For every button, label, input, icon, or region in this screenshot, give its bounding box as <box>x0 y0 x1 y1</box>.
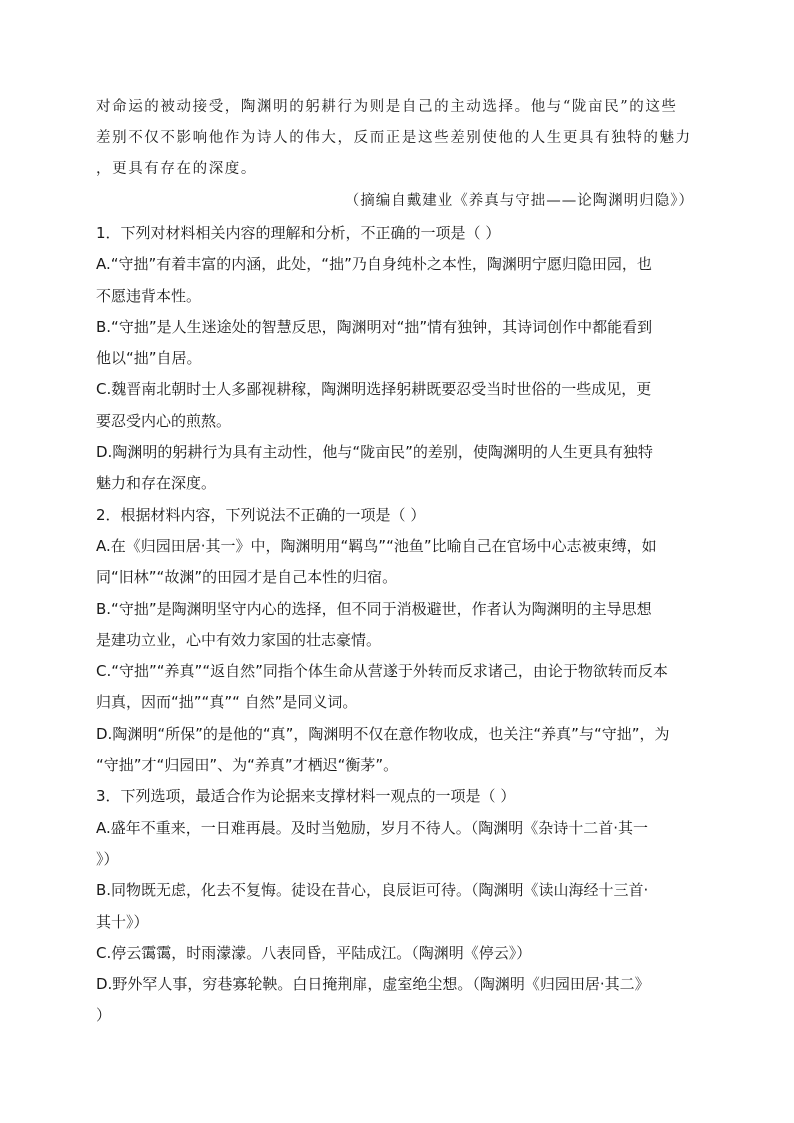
option-line: B.同物既无虑，化去不复悔。徒设在昔心，良辰讵可待。（陶渊明《读山海经十三首· <box>96 881 649 900</box>
option-line: 同“旧林”“故渊”的田园才是自己本性的归宿。 <box>96 568 398 587</box>
question-stem: 1．下列对材料相关内容的理解和分析，不正确的一项是（ ） <box>96 224 501 242</box>
passage-line: 对命运的被动接受，陶渊明的躬耕行为则是自己的主动选择。他与“陇亩民”的这些 <box>96 99 678 115</box>
option-line: A.在《归园田居·其一》中，陶渊明用“羁鸟”“池鱼”比喻自己在官场中心志被束缚，如 <box>96 536 657 555</box>
option-b <box>96 875 702 938</box>
option-a <box>96 813 702 876</box>
option-c <box>96 656 702 719</box>
option-line: D.陶渊明的躬耕行为具有主动性，他与“陇亩民”的差别，使陶渊明的人生更具有独特 <box>96 443 653 462</box>
option-line: D.陶渊明“所保”的是他的“真”，陶渊明不仅在意作物收成，也关注“养真”与“守拙”，为 <box>96 724 670 743</box>
option-line: ） <box>96 1006 112 1025</box>
option-line: A.“守拙”有着丰富的内涵，此处，“拙”乃自身纯朴之本性，陶渊明宁愿归隐田园，也 <box>96 255 652 274</box>
option-line: 要忍受内心的煎熬。 <box>96 411 232 430</box>
option-a <box>96 249 702 312</box>
option-c <box>96 374 702 437</box>
option-line: A.盛年不重来，一日难再晨。及时当勉励，岁月不待人。（陶渊明《杂诗十二首·其一 <box>96 818 649 837</box>
option-a <box>96 531 702 594</box>
option-line: B.“守拙”是人生迷途处的智慧反思，陶渊明对“拙”情有独钟，其诗词创作中都能看到 <box>96 317 653 336</box>
option-line: D.野外罕人事，穷巷寡轮鞅。白日掩荆扉，虚室绝尘想。（陶渊明《归园田居·其二》 <box>96 975 650 994</box>
option-b <box>96 594 702 657</box>
question-3 <box>96 781 702 1031</box>
option-line: 是建功立业，心中有效力家国的壮志豪情。 <box>96 630 382 649</box>
option-line: 》） <box>96 849 119 868</box>
option-line: C.“守拙”“养真”“返自然”同指个体生命从营遂于外转而反求诸己，由论于物欲转而反本 <box>96 662 668 681</box>
option-line: 魅力和存在深度。 <box>96 474 217 493</box>
option-line: “守拙”才“归园田”、为“养真”才栖迟“衡茅”。 <box>96 756 399 775</box>
question-stem: 3．下列选项，最适合作为论据来支撑材料一观点的一项是（ ） <box>96 787 516 806</box>
question-2 <box>96 500 702 782</box>
option-c <box>96 938 702 969</box>
question-list <box>96 218 702 1032</box>
question-1 <box>96 218 702 500</box>
option-line: B.“守拙”是陶渊明坚守内心的选择，但不同于消极避世，作者认为陶渊明的主导思想 <box>96 599 652 618</box>
option-b <box>96 312 702 375</box>
passage-source: （摘编自戴建业《养真与守拙——论陶渊明归隐》） <box>344 193 694 209</box>
option-d <box>96 719 702 782</box>
question-stem: 2．根据材料内容，下列说法不正确的一项是（ ） <box>96 505 426 524</box>
passage-text <box>96 92 702 185</box>
passage-line: 差别不仅不影响他作为诗人的伟大，反而正是这些差别使他的人生更具有独特的魅力 <box>96 130 692 146</box>
option-line: C.停云霭霭，时雨濛濛。八表同昏，平陆成江。（陶渊明《停云》） <box>96 943 532 962</box>
option-line: 归真，因而“拙”“真”“ 自然”是同义词。 <box>96 693 358 712</box>
option-line: 其十》） <box>96 912 149 931</box>
option-line: C.魏晋南北朝时士人多鄙视耕稼，陶渊明选择躬耕既要忍受当时世俗的一些成见，更 <box>96 380 652 399</box>
option-line: 他以“拙”自居。 <box>96 349 202 368</box>
option-d <box>96 969 702 1032</box>
passage-line: ，更具有存在的深度。 <box>96 161 257 177</box>
option-line: 不愿违背本性。 <box>96 286 202 305</box>
option-d <box>96 437 702 500</box>
